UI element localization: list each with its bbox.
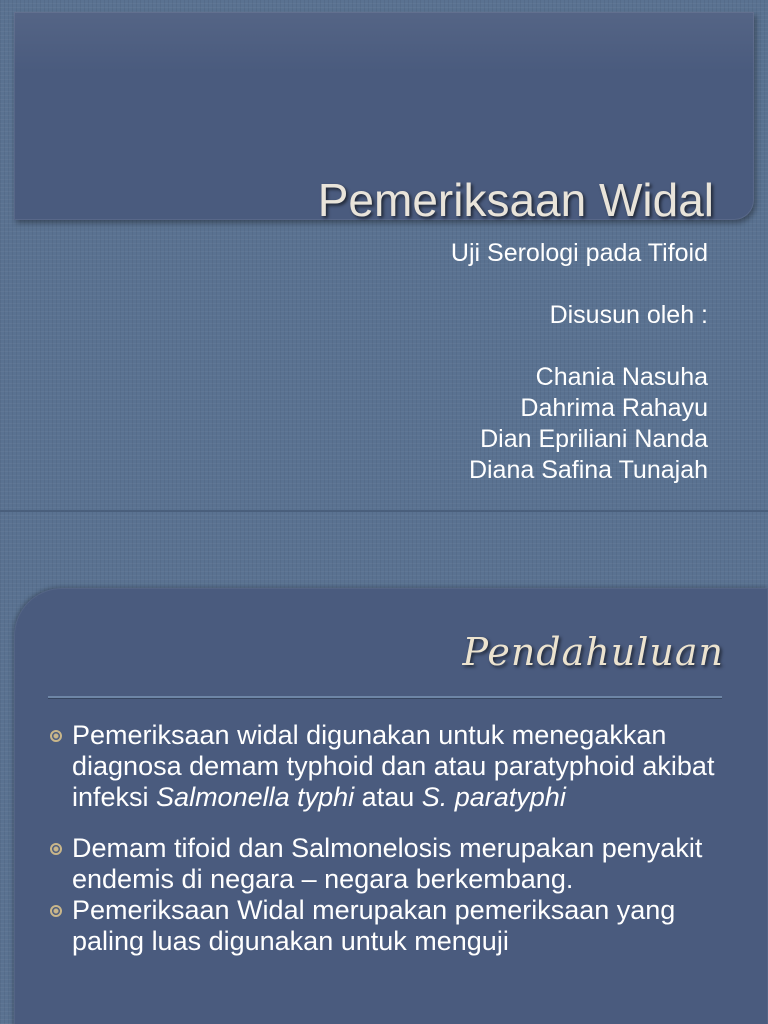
author-name: Chania Nasuha [535,363,708,391]
bullet-item [48,895,738,957]
prepared-by-label: Disusun oleh : [549,301,708,329]
bullet-list [48,720,738,957]
author-name: Dian Epriliani Nanda [480,425,708,453]
bullet-text: Demam tifoid dan Salmonelosis merupakan penyakit endemis di negara – negara berkembang. [72,833,703,894]
spacer [228,331,708,362]
author-name: Diana Safina Tunajah [468,456,708,484]
circled-dot-bullet-icon [50,905,62,917]
title-panel [14,12,754,226]
author-name: Dahrima Rahayu [520,394,708,422]
bullet-item [48,720,738,813]
section-title: Pendahuluan [462,630,724,674]
bullet-item [48,833,738,895]
spacer [228,269,708,300]
subtitle-block [228,238,708,486]
slide-title-text: Pemeriksaan Widal [317,174,714,226]
subtitle: Uji Serologi pada Tifoid [450,239,708,267]
circled-dot-bullet-icon [50,843,62,855]
bullet-text: Pemeriksaan widal digunakan untuk menegakkan diagnosa demam typhoid dan atau paratyphoid akibat infeksi [72,720,715,812]
species-name: S. paratyphi [421,782,566,812]
species-name: Salmonella typhi [156,782,355,812]
circled-dot-bullet-icon [50,730,62,742]
slide-introduction [0,512,768,1024]
bullet-text: atau [354,782,422,812]
bullet-text: Pemeriksaan Widal merupakan pemeriksaan yang paling luas digunakan untuk menguji [72,895,676,956]
title-divider [48,696,722,699]
